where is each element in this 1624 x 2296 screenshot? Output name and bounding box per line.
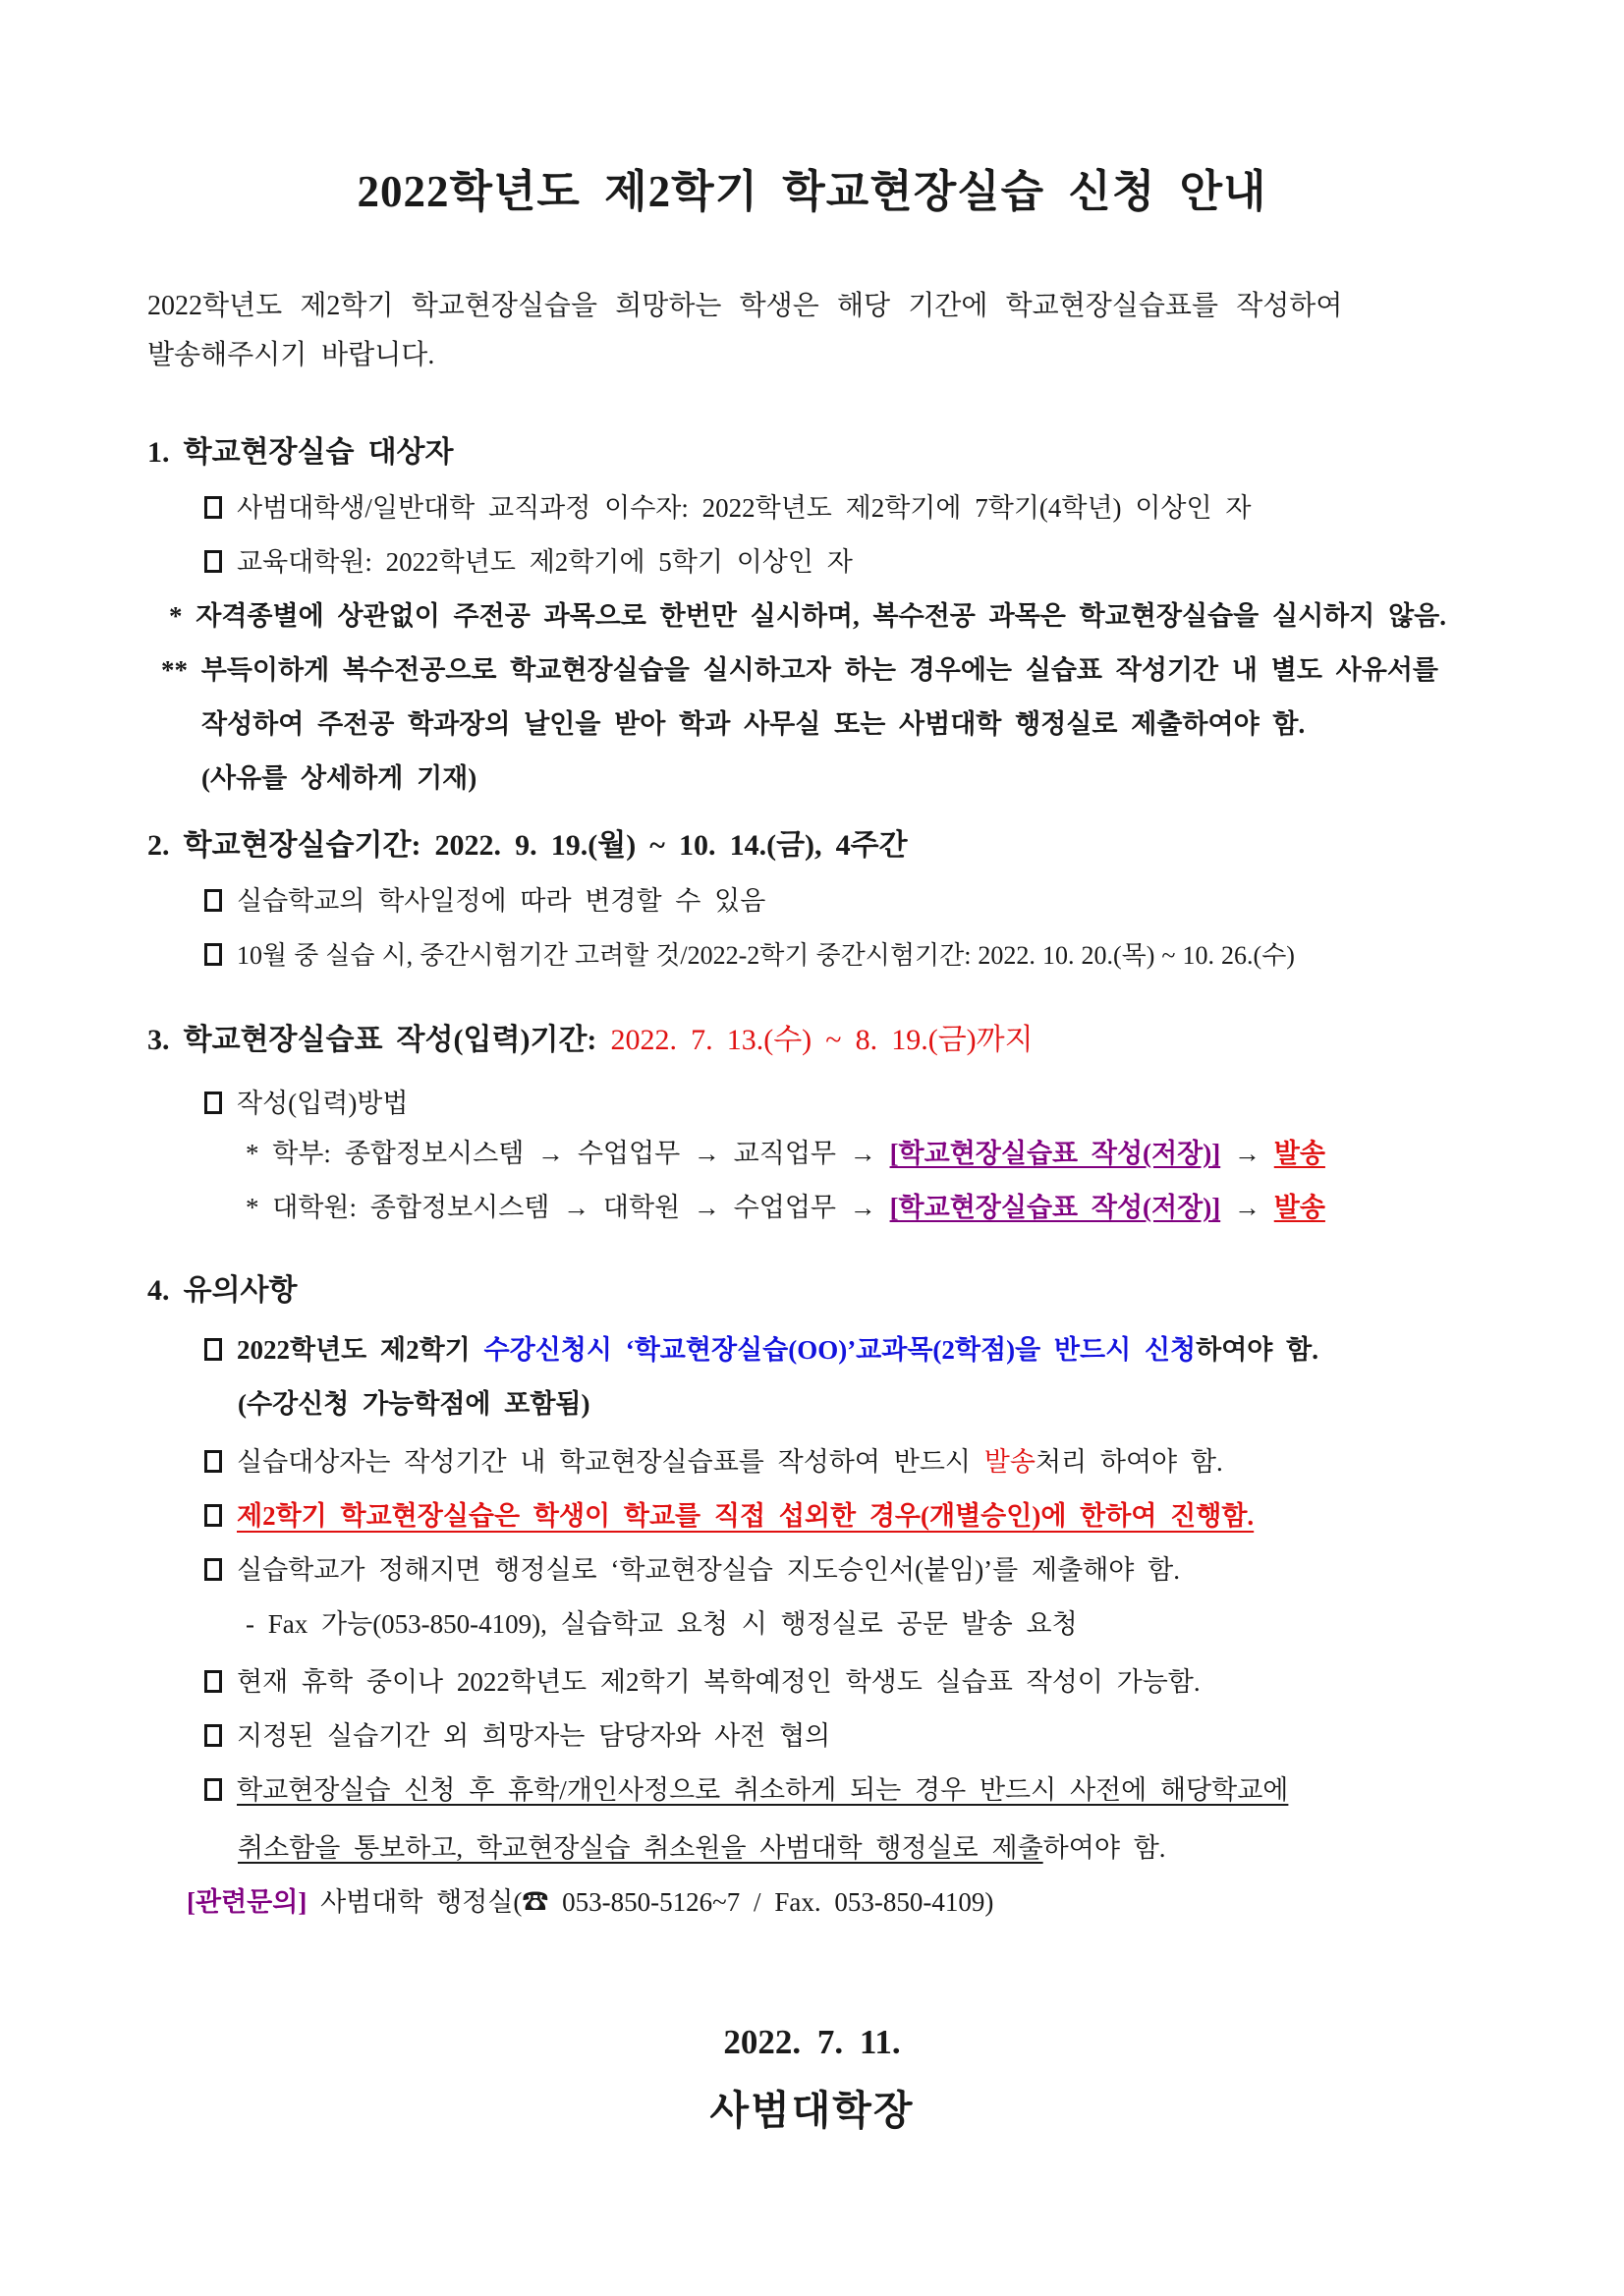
grad-path-prefix: * 대학원: 종합정보시스템 → 대학원 → 수업업무 → [246, 1193, 890, 1222]
checkbox-icon [204, 1338, 222, 1361]
checkbox-icon [204, 1558, 222, 1581]
document-title: 2022학년도 제2학기 학교현장실습 신청 안내 [357, 167, 1267, 216]
menu-path-link: [학교현장실습표 작성(저장)] [889, 1193, 1221, 1222]
section-2-item-1-text: 실습학교의 학사일정에 따라 변경할 수 있음 [237, 886, 766, 916]
section-2-item-2-text: 10월 중 실습 시, 중간시험기간 고려할 것/2022-2학기 중간시험기간: 2022. 10. 20.(목) ~ 10. 26.(수) [237, 941, 1295, 970]
section-4-item-7-cont [238, 1834, 1477, 1863]
section-4-item-7-line-1: 학교현장실습 신청 후 휴학/개인사정으로 취소하게 되는 경우 반드시 사전에 해당학교에 [237, 1775, 1289, 1805]
section-4-item-1 [204, 1336, 1477, 1365]
checkbox-icon [204, 1724, 222, 1747]
intro-line-2: 발송해주시기 바랍니다. [147, 340, 435, 370]
arrow-icon: → [1220, 1139, 1274, 1168]
menu-path-link: [학교현장실습표 작성(저장)] [889, 1139, 1221, 1168]
section-4-item-7 [204, 1776, 1477, 1805]
section-2-heading: 2. 학교현장실습기간: 2022. 9. 19.(월) ~ 10. 14.(금), 4주간 [147, 829, 908, 862]
section-4-item-5-text: 현재 휴학 중이나 2022학년도 제2학기 복학예정인 학생도 실습표 작성이 가능함. [237, 1667, 1201, 1697]
section-1-note-2-line-2: 작성하여 주전공 학과장의 날인을 받아 학과 사무실 또는 사범대학 행정실로 제출하여야 함. [201, 709, 1306, 739]
document-date: 2022. 7. 11. [723, 2023, 901, 2061]
section-3-heading-period: 2022. 7. 13.(수) ~ 8. 19.(금)까지 [610, 1024, 1034, 1056]
section-4-item-7-line-2-rest: 하여야 함. [1042, 1833, 1166, 1863]
checkbox-icon [204, 889, 222, 912]
section-4-item-2 [204, 1448, 1477, 1477]
document-signer: 사범대학장 [709, 2088, 915, 2133]
intro-line-1: 2022학년도 제2학기 학교현장실습을 희망하는 학생은 해당 기간에 학교현장실습표를 작성하여 [147, 291, 1343, 321]
section-4-item-7-line-2-underlined: 취소함을 통보하고, 학교현장실습 취소원을 사범대학 행정실로 제출 [238, 1833, 1043, 1863]
arrow-icon: → [1220, 1193, 1274, 1222]
section-4-item-3-warning: 제2학기 학교현장실습은 학생이 학교를 직접 섭외한 경우(개별승인)에 한하여 진행함. [237, 1501, 1255, 1531]
section-4-item-2-post: 처리 하여야 함. [1035, 1447, 1223, 1477]
section-1-item-2-text: 교육대학원: 2022학년도 제2학기에 5학기 이상인 자 [237, 547, 853, 577]
section-1-note-1: * 자격종별에 상관없이 주전공 과목으로 한번만 실시하며, 복수전공 과목은 학교현장실습을 실시하지 않음. [169, 601, 1446, 631]
checkbox-icon [204, 1504, 222, 1527]
section-3-heading-label: 3. 학교현장실습표 작성(입력)기간: [147, 1024, 611, 1056]
section-4-item-2-pre: 실습대상자는 작성기간 내 학교현장실습표를 작성하여 반드시 [237, 1447, 984, 1477]
send-label: 발송 [1273, 1193, 1325, 1222]
section-1-item-2 [204, 548, 1477, 577]
section-2-item-1 [204, 887, 1477, 916]
section-4-item-6-text: 지정된 실습기간 외 희망자는 담당자와 사전 협의 [237, 1721, 831, 1751]
section-2-item-2 [204, 941, 1477, 970]
checkbox-icon [204, 550, 222, 573]
section-3-grad-path [246, 1194, 1477, 1222]
section-4-item-4-text: 실습학교가 정해지면 행정실로 ‘학교현장실습 지도승인서(붙임)’를 제출해야 함. [237, 1555, 1180, 1585]
section-3-item-1-text: 작성(입력)방법 [237, 1089, 409, 1118]
section-4-heading: 4. 유의사항 [147, 1274, 298, 1307]
checkbox-icon [204, 1092, 222, 1114]
checkbox-icon [204, 1670, 222, 1693]
section-1-heading: 1. 학교현장실습 대상자 [147, 436, 454, 469]
section-3-undergrad-path [246, 1140, 1477, 1168]
section-4-item-1-black-2: 하여야 함. [1196, 1335, 1318, 1365]
contact-line [187, 1888, 1477, 1917]
section-4-item-6 [204, 1722, 1477, 1751]
section-4-item-4-fax: - Fax 가능(053-850-4109), 실습학교 요청 시 행정실로 공문 발송 요청 [246, 1609, 1078, 1639]
section-3-item-1 [204, 1090, 1477, 1118]
contact-label: [관련문의] [187, 1887, 308, 1917]
section-4-item-4 [204, 1556, 1477, 1585]
section-4-item-1-blue: 수강신청시 ‘학교현장실습(OO)’교과목(2학점)을 반드시 신청 [483, 1335, 1197, 1365]
checkbox-icon [204, 1778, 222, 1801]
section-4-item-5 [204, 1668, 1477, 1697]
checkbox-icon [204, 943, 222, 966]
send-label: 발송 [1273, 1139, 1325, 1168]
checkbox-icon [204, 496, 222, 519]
section-4-item-3 [204, 1502, 1477, 1531]
undergrad-path-prefix: * 학부: 종합정보시스템 → 수업업무 → 교직업무 → [246, 1139, 890, 1168]
section-4-item-2-red: 발송 [983, 1447, 1036, 1477]
section-3-heading [147, 1025, 1477, 1056]
section-1-note-2-line-1: ** 부득이하게 복수전공으로 학교현장실습을 실시하고자 하는 경우에는 실습표 작성기간 내 별도 사유서를 [161, 655, 1438, 685]
section-4-item-1-black-1: 2022학년도 제2학기 [237, 1335, 484, 1365]
section-1-item-1 [204, 494, 1477, 523]
contact-text: 사범대학 행정실(☎ 053-850-5126~7 / Fax. 053-850-4109) [307, 1887, 994, 1917]
section-1-note-2-line-3: (사유를 상세하게 기재) [201, 763, 477, 793]
checkbox-icon [204, 1450, 222, 1473]
section-4-item-1-cont: (수강신청 가능학점에 포함됨) [238, 1389, 590, 1419]
section-1-item-1-text: 사범대학생/일반대학 교직과정 이수자: 2022학년도 제2학기에 7학기(4학년) 이상인 자 [237, 493, 1252, 523]
